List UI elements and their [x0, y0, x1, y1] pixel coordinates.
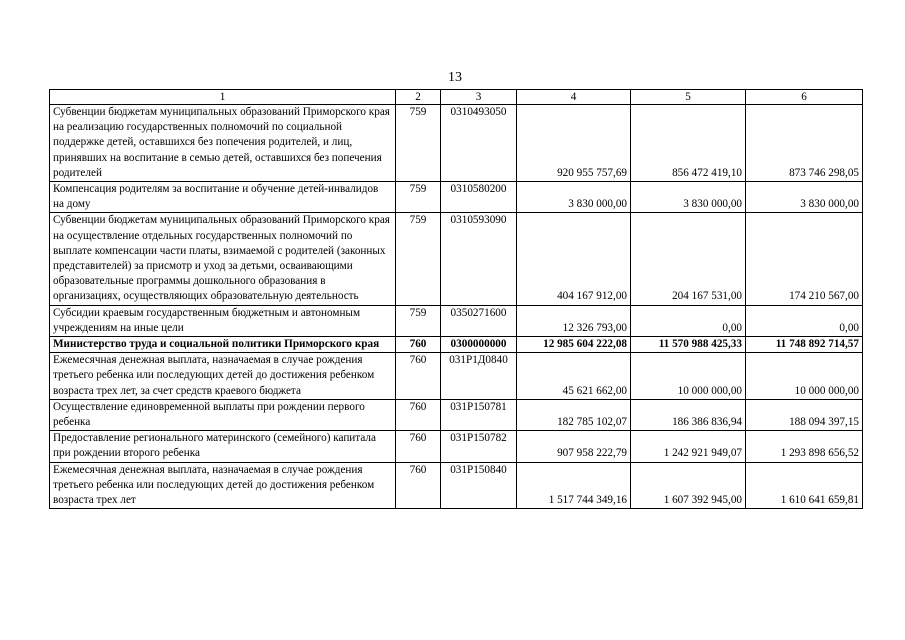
row-amount-col4-cell: 182 785 102,07: [517, 399, 631, 430]
table-row: [50, 182, 863, 213]
row-amount-col4-cell: 45 621 662,00: [517, 353, 631, 400]
header-cell: 5: [631, 90, 746, 105]
row-csr-cell: 031Р1Д0840: [441, 353, 517, 400]
row-csr-cell: 0350271600: [441, 305, 517, 336]
row-grbs-cell: 759: [396, 213, 441, 305]
row-csr-cell: 031Р150781: [441, 399, 517, 430]
table-row: [50, 353, 863, 400]
table-row: [50, 399, 863, 430]
row-name-cell: Предоставление регионального материнского (семейного) капитала при рождении второго ребенка: [50, 431, 396, 462]
header-cell: 6: [746, 90, 863, 105]
row-amount-col5-cell: 11 570 988 425,33: [631, 337, 746, 353]
row-amount-col6-cell: 1 610 641 659,81: [746, 462, 863, 509]
row-grbs-cell: 759: [396, 105, 441, 182]
budget-table-body: [50, 90, 863, 509]
row-csr-cell: 031Р150840: [441, 462, 517, 509]
row-amount-col5-cell: 0,00: [631, 305, 746, 336]
row-grbs-cell: 759: [396, 305, 441, 336]
row-amount-col6-cell: 0,00: [746, 305, 863, 336]
row-amount-col6-cell: 11 748 892 714,57: [746, 337, 863, 353]
row-grbs-cell: 760: [396, 353, 441, 400]
row-amount-col6-cell: 188 094 397,15: [746, 399, 863, 430]
row-name-cell: Компенсация родителям за воспитание и обучение детей-инвалидов на дому: [50, 182, 396, 213]
header-cell: 1: [50, 90, 396, 105]
row-amount-col6-cell: 873 746 298,05: [746, 105, 863, 182]
row-amount-col4-cell: 404 167 912,00: [517, 213, 631, 305]
row-name-cell: Субвенции бюджетам муниципальных образований Приморского края на реализацию государственных полномочий по социальной поддержке детей, оставшихся без попечения родителей, и лиц, принявших на воспитание в семью детей, оставшихся без попечения родителей: [50, 105, 396, 182]
row-grbs-cell: 760: [396, 431, 441, 462]
row-name-cell: Осуществление единовременной выплаты при рождении первого ребенка: [50, 399, 396, 430]
row-grbs-cell: 759: [396, 182, 441, 213]
table-row: [50, 105, 863, 182]
page-number: 13: [448, 70, 462, 85]
row-amount-col5-cell: 1 607 392 945,00: [631, 462, 746, 509]
row-grbs-cell: 760: [396, 462, 441, 509]
table-row: [50, 213, 863, 305]
row-amount-col4-cell: 3 830 000,00: [517, 182, 631, 213]
table-row: [50, 337, 863, 353]
row-amount-col4-cell: 12 985 604 222,08: [517, 337, 631, 353]
table-row: [50, 462, 863, 509]
row-amount-col6-cell: 1 293 898 656,52: [746, 431, 863, 462]
row-csr-cell: 0310580200: [441, 182, 517, 213]
row-amount-col5-cell: 186 386 836,94: [631, 399, 746, 430]
row-amount-col4-cell: 1 517 744 349,16: [517, 462, 631, 509]
row-csr-cell: 031Р150782: [441, 431, 517, 462]
row-amount-col5-cell: 10 000 000,00: [631, 353, 746, 400]
row-amount-col6-cell: 10 000 000,00: [746, 353, 863, 400]
header-cell: 3: [441, 90, 517, 105]
table-header-row: [50, 90, 863, 105]
table-row: [50, 305, 863, 336]
budget-table: [49, 89, 863, 509]
header-cell: 2: [396, 90, 441, 105]
row-csr-cell: 0300000000: [441, 337, 517, 353]
row-grbs-cell: 760: [396, 399, 441, 430]
row-name-cell: Министерство труда и социальной политики Приморского края: [50, 337, 396, 353]
row-amount-col5-cell: 856 472 419,10: [631, 105, 746, 182]
row-amount-col4-cell: 907 958 222,79: [517, 431, 631, 462]
row-csr-cell: 0310493050: [441, 105, 517, 182]
row-name-cell: Субсидии краевым государственным бюджетным и автономным учреждениям на иные цели: [50, 305, 396, 336]
row-amount-col5-cell: 204 167 531,00: [631, 213, 746, 305]
row-grbs-cell: 760: [396, 337, 441, 353]
row-amount-col6-cell: 174 210 567,00: [746, 213, 863, 305]
row-amount-col4-cell: 920 955 757,69: [517, 105, 631, 182]
header-cell: 4: [517, 90, 631, 105]
row-amount-col5-cell: 1 242 921 949,07: [631, 431, 746, 462]
row-amount-col5-cell: 3 830 000,00: [631, 182, 746, 213]
row-amount-col6-cell: 3 830 000,00: [746, 182, 863, 213]
row-amount-col4-cell: 12 326 793,00: [517, 305, 631, 336]
row-name-cell: Ежемесячная денежная выплата, назначаемая в случае рождения третьего ребенка или последующих детей до достижения ребенком возраста трех лет, за счет средств краевого бюджета: [50, 353, 396, 400]
row-name-cell: Ежемесячная денежная выплата, назначаемая в случае рождения третьего ребенка или последующих детей до достижения ребенком возраста трех лет: [50, 462, 396, 509]
row-name-cell: Субвенции бюджетам муниципальных образований Приморского края на осуществление отдельных государственных полномочий по выплате компенсации части платы, взимаемой с родителей (законных представителей) за присмотр и уход за детьми, осваивающими образовательные программы дошкольного образования в организациях, осуществляющих образовательную деятельность: [50, 213, 396, 305]
table-row: [50, 431, 863, 462]
row-csr-cell: 0310593090: [441, 213, 517, 305]
